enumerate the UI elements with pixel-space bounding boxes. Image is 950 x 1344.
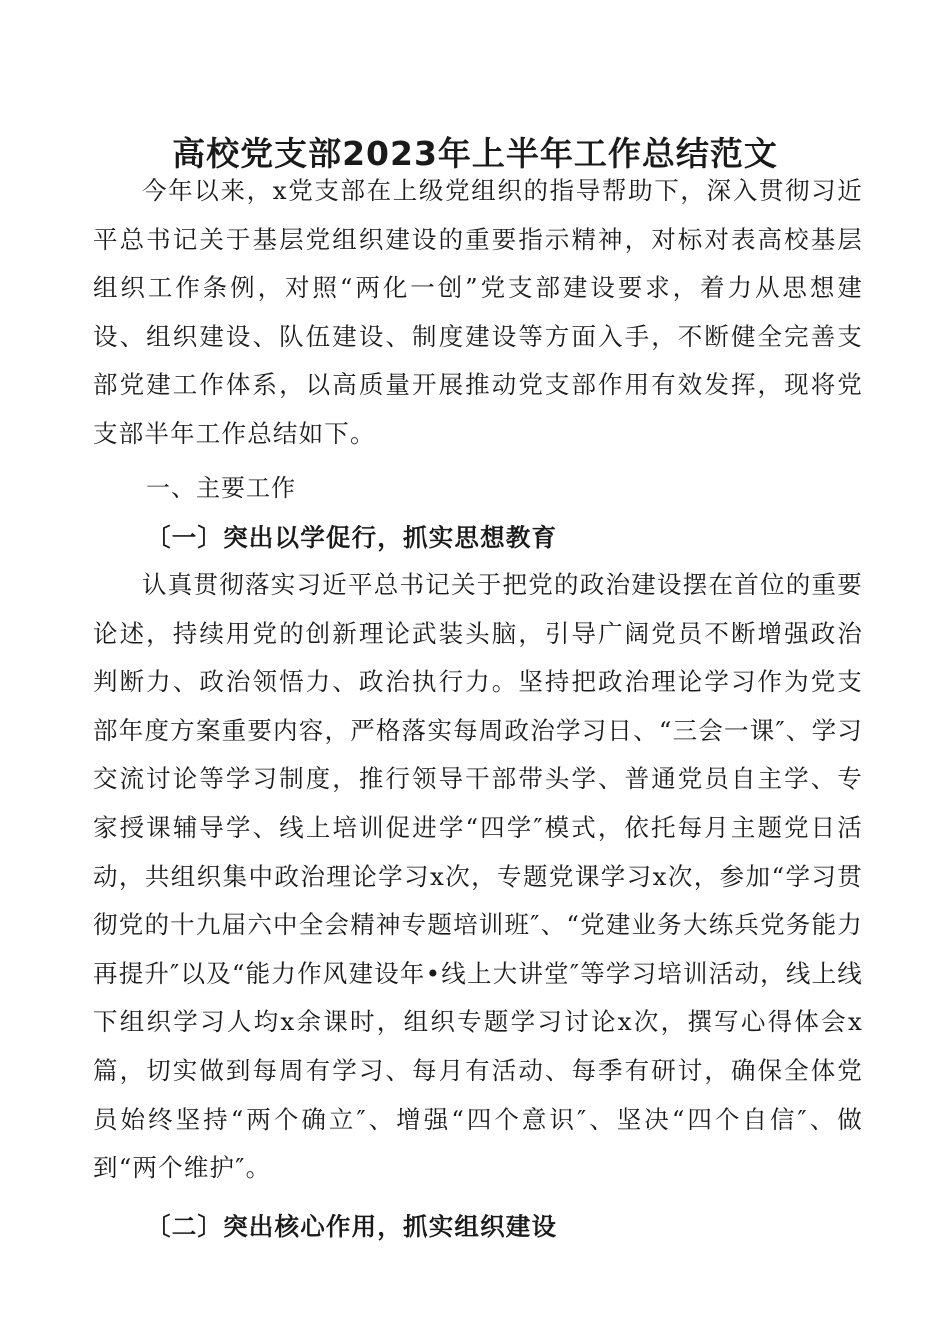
section-heading-main-work: 一、主要工作 xyxy=(146,474,296,502)
document-title: 高校党支部2023年上半年工作总结范文 xyxy=(172,134,778,174)
subsection-heading-thought-education: 〔一〕突出以学促行，抓实思想教育 xyxy=(146,523,558,552)
intro-paragraph: 今年以来，x党支部在上级党组织的指导帮助下，深入贯彻习近平总书记关于基层党组织建设的重要指示精神，对标对表高校基层组织工作条例，对照“两化一创”党支部建设要求，着力从思想建设、组织建设、队伍建设、制度建设等方面入手，不断健全完善支部党建工作体系，以高质量开展推动党支部作用有效发挥，现将党支部半年工作总结如下。 xyxy=(93,176,863,448)
subsection-heading-organization-building: 〔二〕突出核心作用，抓实组织建设 xyxy=(146,1212,558,1241)
thought-education-paragraph: 认真贯彻落实习近平总书记关于把党的政治建设摆在首位的重要论述，持续用党的创新理论武装头脑，引导广阔党员不断增强政治判断力、政治领悟力、政治执行力。坚持把政治理论学习作为党支部年度方案重要内容，严格落实每周政治学习日、“三会一课″、学习交流讨论等学习制度，推行领导干部带头学、普通党员自主学、专家授课辅导学、线上培训促进学“四学″模式，依托每月主题党日活动，共组织集中政治理论学习x次，专题党课学习x次，参加“学习贯彻党的十九届六中全会精神专题培训班″、“党建业务大练兵党务能力再提升″以及“能力作风建设年•线上大讲堂″等学习培训活动，线上线下组织学习人均x余课时，组织专题学习讨论x次，撰写心得体会x篇，切实做到每周有学习、每月有活动、每季有研讨，确保全体党员始终坚持“两个确立″、增强“四个意识″、坚决“四个自信″、做到“两个维护″。 xyxy=(93,570,863,1183)
